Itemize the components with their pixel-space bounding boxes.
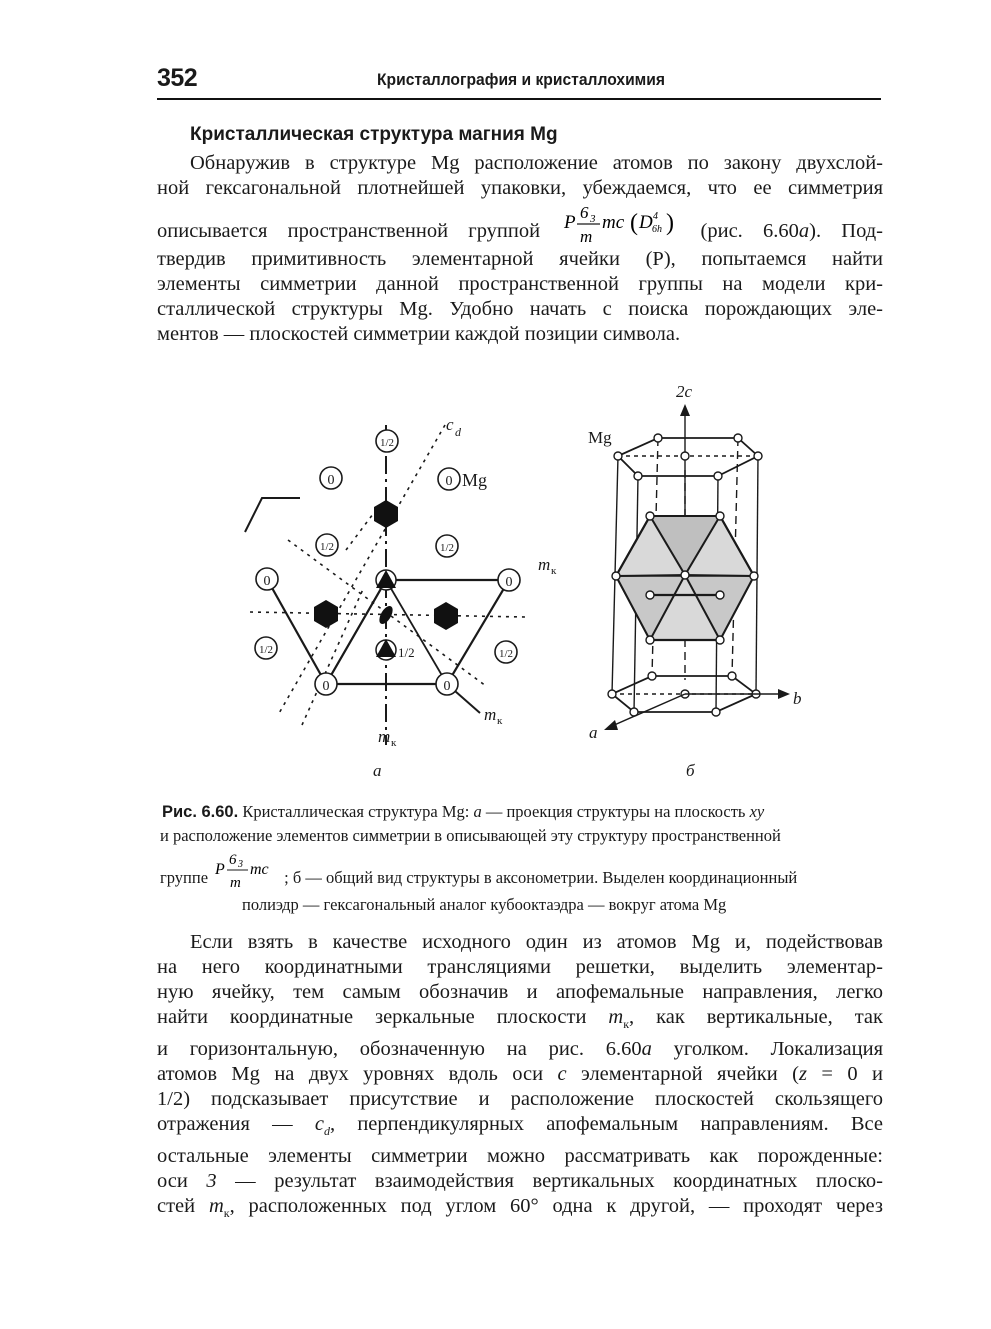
paragraph-intro xyxy=(157,151,883,347)
atom-z-half xyxy=(255,637,277,659)
screw-axis-6-3-icon xyxy=(434,602,458,630)
figure-caption xyxy=(160,800,882,916)
svg-text:0: 0 xyxy=(445,474,453,489)
label-mg: Mg xyxy=(462,470,488,490)
caption-fragment: ; б — общий вид структуры в аксонометрии. Выделен координационный xyxy=(284,867,798,887)
panel-label-a: а xyxy=(373,761,382,780)
text-line: сталлической структуры Mg. Удобно начать с поиска порождающих эле- xyxy=(157,298,883,320)
text-line: ной гексагональной плотнейшей упаковки, убеждаемся, что ее симметрия xyxy=(157,177,883,199)
text-fragment: описывается пространственной группой xyxy=(157,220,541,243)
caption-line xyxy=(160,800,882,824)
atom-z-half xyxy=(495,641,517,663)
text-fragment: к xyxy=(223,1206,230,1221)
text-fragment: отражения — xyxy=(157,1113,315,1136)
svg-text:1/2: 1/2 xyxy=(498,648,514,660)
caption-line: и расположение элементов симметрии в описывающей эту структуру пространственной xyxy=(160,826,781,845)
text-line: элементы симметрии данной пространственной группы на модели кри- xyxy=(157,273,883,295)
text-fragment: найти координатные зеркальные плоскости xyxy=(157,1006,609,1028)
horizontal-mirror-corner xyxy=(245,498,300,532)
text-fragment: ). Под- xyxy=(809,220,883,243)
a-axis xyxy=(612,694,685,726)
atom-z-half xyxy=(316,534,338,556)
label-half: 1/2 xyxy=(398,645,415,660)
space-group-formula xyxy=(560,201,680,264)
atom-z0 xyxy=(438,468,460,490)
label-2c: 2c xyxy=(676,382,693,401)
running-title: Кристаллография и кристаллохимия xyxy=(377,70,665,89)
label-mk-sub: к xyxy=(391,737,397,749)
caption-line-formula xyxy=(160,847,882,893)
glide-plane-cd xyxy=(278,425,445,715)
label-mk: m xyxy=(538,555,551,574)
text-line-formula xyxy=(157,201,883,247)
caption-fragment: группе xyxy=(160,867,209,887)
formula-P: P xyxy=(564,212,576,233)
caption-fragment: — проекция структуры на плоскость xyxy=(481,802,750,821)
formula-num-sub: 3 xyxy=(590,213,596,225)
text-fragment: стей xyxy=(157,1195,209,1218)
formula-D-sup: 4 xyxy=(653,211,659,222)
arrow-right-icon xyxy=(778,689,790,699)
cell-edge xyxy=(267,579,326,684)
figure-panel-b xyxy=(588,382,802,780)
text-line: на него координатными трансляциями решетки, выделить элементар- xyxy=(157,956,883,978)
text-fragment: а xyxy=(798,220,810,243)
page-header xyxy=(157,62,881,100)
text-fragment: m xyxy=(608,1006,624,1028)
atom-z0 xyxy=(256,568,278,590)
text-fragment: = 0 и xyxy=(806,1063,883,1086)
svg-text:0: 0 xyxy=(322,679,330,694)
text-fragment: , перпендикулярных апофемальным направлениям. Все xyxy=(329,1113,884,1136)
arrow-left-down-icon xyxy=(604,720,618,730)
text-fragment: к xyxy=(623,1017,630,1032)
paragraph-main xyxy=(157,930,883,1226)
text-line: Обнаружив в структуре Mg расположение атомов по закону двухслой- xyxy=(190,152,883,174)
atom-z0 xyxy=(498,569,520,591)
svg-text:0: 0 xyxy=(505,575,513,590)
screw-axis-6-3-icon xyxy=(314,600,338,628)
panel-label-b: б xyxy=(686,761,695,780)
formula-D: D xyxy=(639,212,654,233)
caption-fragment: Кристаллическая структура Mg: xyxy=(238,802,474,821)
formula-den: m xyxy=(580,227,593,246)
screw-axis-6-3-icon xyxy=(374,500,398,528)
text-line xyxy=(157,1062,883,1087)
caption-fragment: xy xyxy=(749,802,765,821)
text-fragment: z xyxy=(798,1063,807,1086)
formula-paren-open: ( xyxy=(630,210,639,236)
text-fragment: оси xyxy=(157,1170,207,1193)
formula-D-sub: 6h xyxy=(652,224,663,235)
text-fragment: — результат взаимодействия вертикальных координатных плоско- xyxy=(216,1170,883,1193)
text-fragment: 3 xyxy=(206,1170,217,1193)
formula-num: 6 xyxy=(229,852,237,868)
text-fragment: атомов Mg на двух уровнях вдоль оси xyxy=(157,1063,558,1086)
text-line: ную ячейку, тем самым обозначив и апофемальные направления, легко xyxy=(157,981,883,1003)
label-mk-sub: к xyxy=(551,565,557,577)
text-fragment: ) подсказывает присутствие и расположение плоскостей скользящего xyxy=(183,1088,883,1111)
page-number: 352 xyxy=(157,64,198,92)
formula-den: m xyxy=(230,875,242,891)
text-fragment: (рис. 6.60 xyxy=(700,220,799,243)
label-cd: c xyxy=(446,415,454,434)
atom-z0 xyxy=(320,467,342,489)
caption-fragment: а xyxy=(473,802,482,821)
atom-z0 xyxy=(315,673,337,695)
svg-text:1/2: 1/2 xyxy=(319,541,335,553)
svg-text:0: 0 xyxy=(327,473,335,488)
label-mk: m xyxy=(484,705,497,724)
formula-paren-close: ) xyxy=(666,210,675,236)
svg-text:1/2: 1/2 xyxy=(379,437,395,449)
label-mk: m xyxy=(378,727,391,746)
label-a: a xyxy=(589,723,598,742)
svg-text:1/2: 1/2 xyxy=(258,644,274,656)
text-fragment: уголком. Локализация xyxy=(651,1038,883,1061)
text-line: остальные элементы симметрии можно рассматривать как порожденные: xyxy=(157,1145,883,1168)
space-group-formula-svg xyxy=(560,201,680,247)
text-line xyxy=(157,1112,883,1144)
formula-P: P xyxy=(215,861,225,878)
formula-num-sub: 3 xyxy=(238,859,244,870)
arrow-up-icon xyxy=(680,404,690,416)
atom-z-half xyxy=(436,535,458,557)
text-fragment: c xyxy=(557,1063,567,1086)
caption-formula-svg xyxy=(212,847,284,893)
text-fragment: 1/2 xyxy=(157,1088,184,1111)
text-fragment: элементарной ячейки ( xyxy=(566,1063,799,1086)
text-line xyxy=(157,1194,883,1226)
cell-diagonal xyxy=(386,580,447,684)
label-mk-sub: к xyxy=(497,715,503,727)
text-line xyxy=(157,1169,883,1194)
text-line: Если взять в качестве исходного один из атомов Mg и, подействовав xyxy=(190,931,883,953)
label-mg-b: Mg xyxy=(588,428,612,447)
text-fragment: m xyxy=(208,1195,224,1218)
text-line: ментов — плоскостей симметрии каждой позиции символа. xyxy=(157,323,681,345)
text-fragment: d xyxy=(323,1124,330,1139)
text-line xyxy=(157,1005,883,1037)
text-line xyxy=(157,1087,883,1112)
text-fragment: , как вертикальные, так xyxy=(629,1006,883,1028)
glide-plane-cd xyxy=(346,510,376,550)
formula-mc: mc xyxy=(250,861,269,878)
figure-number: Рис. 6.60. xyxy=(162,803,239,821)
figure-panel-a xyxy=(245,415,557,780)
text-fragment: а xyxy=(641,1038,652,1061)
caption-line: полиэдр — гексагональный аналог кубооктаэдра — вокруг атома Mg xyxy=(242,895,727,914)
caption-formula xyxy=(212,847,284,911)
text-fragment: , расположенных под углом 60° одна к другой, — проходят через xyxy=(229,1195,883,1218)
text-fragment: и горизонтальную, обозначенную на рис. 6.60 xyxy=(157,1038,642,1061)
text-line xyxy=(157,1037,883,1062)
cell-diagonal xyxy=(326,580,386,684)
formula-mc: mc xyxy=(602,212,625,233)
text-fragment: c xyxy=(314,1113,324,1136)
svg-text:1/2: 1/2 xyxy=(439,542,455,554)
figure-6-60 xyxy=(0,370,991,790)
atom-z-half xyxy=(376,430,398,452)
svg-text:0: 0 xyxy=(443,679,451,694)
atom-z0 xyxy=(436,673,458,695)
text-line: твердив примитивность элементарной ячейки (P), попытаемся найти xyxy=(157,248,883,270)
section-heading: Кристаллическая структура магния Mg xyxy=(190,124,558,145)
svg-text:0: 0 xyxy=(263,574,271,589)
label-cd-sub: d xyxy=(455,425,461,439)
label-b: b xyxy=(793,689,802,708)
formula-num: 6 xyxy=(580,203,589,222)
